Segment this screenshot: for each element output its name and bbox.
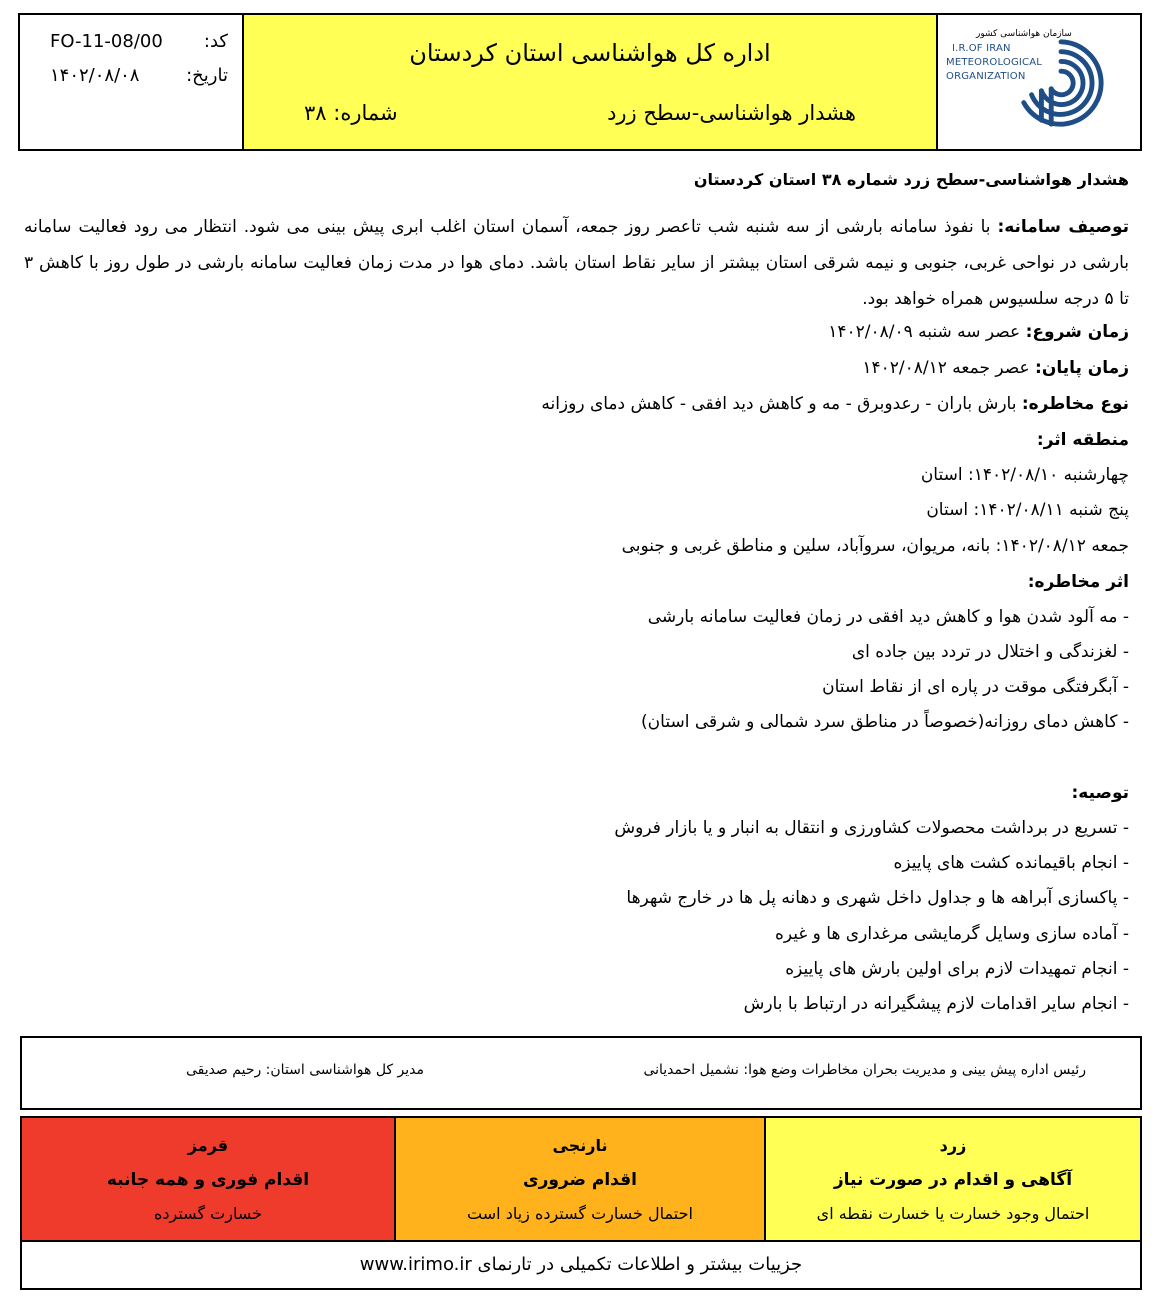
level-red <box>22 1118 394 1240</box>
warning-number: شماره: ۳۸ <box>304 101 398 125</box>
impact-item: - لغزندگی و اختلال در تردد بین جاده ای <box>851 642 1129 662</box>
level-action: اقدام ضروری <box>523 1170 637 1190</box>
level-description: خسارت گسترده <box>154 1204 262 1223</box>
hazard-type <box>541 394 1129 414</box>
code-date-cell <box>20 15 242 149</box>
director-signature: مدیر کل هواشناسی استان: رحیم صدیقی <box>185 1062 424 1078</box>
level-action: اقدام فوری و همه جانبه <box>106 1170 310 1190</box>
start-value: عصر سه شنبه ۱۴۰۲/۰۸/۰۹ <box>828 322 1026 342</box>
impact-item: - آبگرفتگی موقت در پاره ای از نقاط استان <box>822 677 1129 697</box>
impact-item: - مه آلود شدن هوا و کاهش دید افقی در زمان فعالیت سامانه بارشی <box>647 607 1129 627</box>
org-title: اداره کل هواشناسی استان کردستان <box>409 39 771 67</box>
date-label: تاریخ: <box>186 65 228 86</box>
system-description <box>24 209 1129 317</box>
affected-area-item: چهارشنبه ۱۴۰۲/۰۸/۱۰: استان <box>920 465 1129 485</box>
code-label: کد: <box>203 31 228 52</box>
logo-fa-name: سازمان هواشناسی کشور <box>976 29 1072 39</box>
start-time <box>828 322 1129 342</box>
code-value: FO-11-08/00 <box>50 31 163 52</box>
start-label: زمان شروع: <box>1025 322 1129 342</box>
level-name: قرمز <box>187 1136 229 1155</box>
impacts-heading: اثر مخاطره: <box>1027 572 1129 592</box>
level-orange <box>394 1118 766 1240</box>
end-value: عصر جمعه ۱۴۰۲/۰۸/۱۲ <box>862 358 1036 378</box>
hazard-value: بارش باران - رعدوبرق - مه و کاهش دید افقی - کاهش دمای روزانه <box>541 394 1022 414</box>
date-value: ۱۴۰۲/۰۸/۰۸ <box>50 65 140 86</box>
level-description: احتمال خسارت گسترده زیاد است <box>467 1204 693 1223</box>
recommendations-heading: توصیه: <box>1071 783 1129 803</box>
warning-levels-legend <box>20 1116 1142 1290</box>
recommendation-item: - انجام سایر اقدامات لازم پیشگیرانه در ارتباط با بارش <box>743 994 1129 1014</box>
logo-en-line2: METEOROLOGICAL <box>946 57 1043 68</box>
affected-area-item: جمعه ۱۴۰۲/۰۸/۱۲: بانه، مریوان، سروآباد، سلین و مناطق غربی و جنوبی <box>621 536 1129 556</box>
recommendation-item: - آماده سازی وسایل گرمایشی مرغداری ها و غیره <box>774 924 1129 944</box>
warning-title: هشدار هواشناسی-سطح زرد <box>607 101 856 125</box>
forecast-head-signature: رئیس اداره پیش بینی و مدیریت بحران مخاطرات وضع هوا: نشمیل احمدیانی <box>643 1062 1086 1078</box>
footer-website-note: جزییات بیشتر و اطلاعات تکمیلی در تارنمای www.irimo.ir <box>22 1240 1140 1290</box>
affected-area-item: پنج شنبه ۱۴۰۲/۰۸/۱۱: استان <box>926 500 1129 520</box>
level-yellow <box>766 1118 1140 1240</box>
recommendation-item: - انجام باقیمانده کشت های پاییزه <box>893 853 1129 873</box>
level-description: احتمال وجود خسارت یا خسارت نقطه ای <box>816 1204 1090 1223</box>
recommendation-item: - تسریع در برداشت محصولات کشاورزی و انتقال به انبار و یا بازار فروش <box>614 818 1129 838</box>
end-label: زمان پایان: <box>1035 358 1129 378</box>
irimo-emblem-icon <box>1012 33 1110 133</box>
hazard-label: نوع مخاطره: <box>1021 394 1129 414</box>
document-header <box>18 13 1142 151</box>
recommendation-item: - پاکسازی آبراهه ها و جداول داخل شهری و دهانه پل ها در خارج شهرها <box>626 888 1129 908</box>
impact-item: - کاهش دمای روزانه(خصوصاً در مناطق سرد شمالی و شرقی استان) <box>641 712 1129 732</box>
header-title-cell <box>242 15 938 149</box>
end-time <box>862 358 1129 378</box>
logo-cell <box>936 15 1140 149</box>
level-name: نارنجی <box>552 1136 608 1155</box>
signatures-box <box>20 1036 1142 1110</box>
recommendation-item: - انجام تمهیدات لازم برای اولین بارش های پاییزه <box>785 959 1129 979</box>
level-name: زرد <box>939 1136 967 1155</box>
warning-subtitle: هشدار هواشناسی-سطح زرد شماره ۳۸ استان کردستان <box>693 170 1129 189</box>
affected-area-heading: منطقه اثر: <box>1036 430 1129 450</box>
description-label: توصیف سامانه: <box>997 217 1130 237</box>
logo-en-line1: I.R.OF IRAN <box>952 43 1011 54</box>
logo-en-line3: ORGANIZATION <box>946 71 1026 82</box>
level-action: آگاهی و اقدام در صورت نیاز <box>833 1170 1073 1190</box>
description-text: با نفوذ سامانه بارشی از سه شنبه شب تاعصر روز جمعه، آسمان استان اغلب ابری پیش بینی می شود. انتظار می رود فعالیت سامانه بارشی در نواحی غربی، جنوبی و نیمه شرقی استان بیشتر از سایر نقاط استان باشد. دمای هوا در مدت زمان فعالیت سامانه بارشی در طول روز با کاهش ۳ تا ۵ درجه سلسیوس همراه خواهد بود. <box>24 217 1129 309</box>
